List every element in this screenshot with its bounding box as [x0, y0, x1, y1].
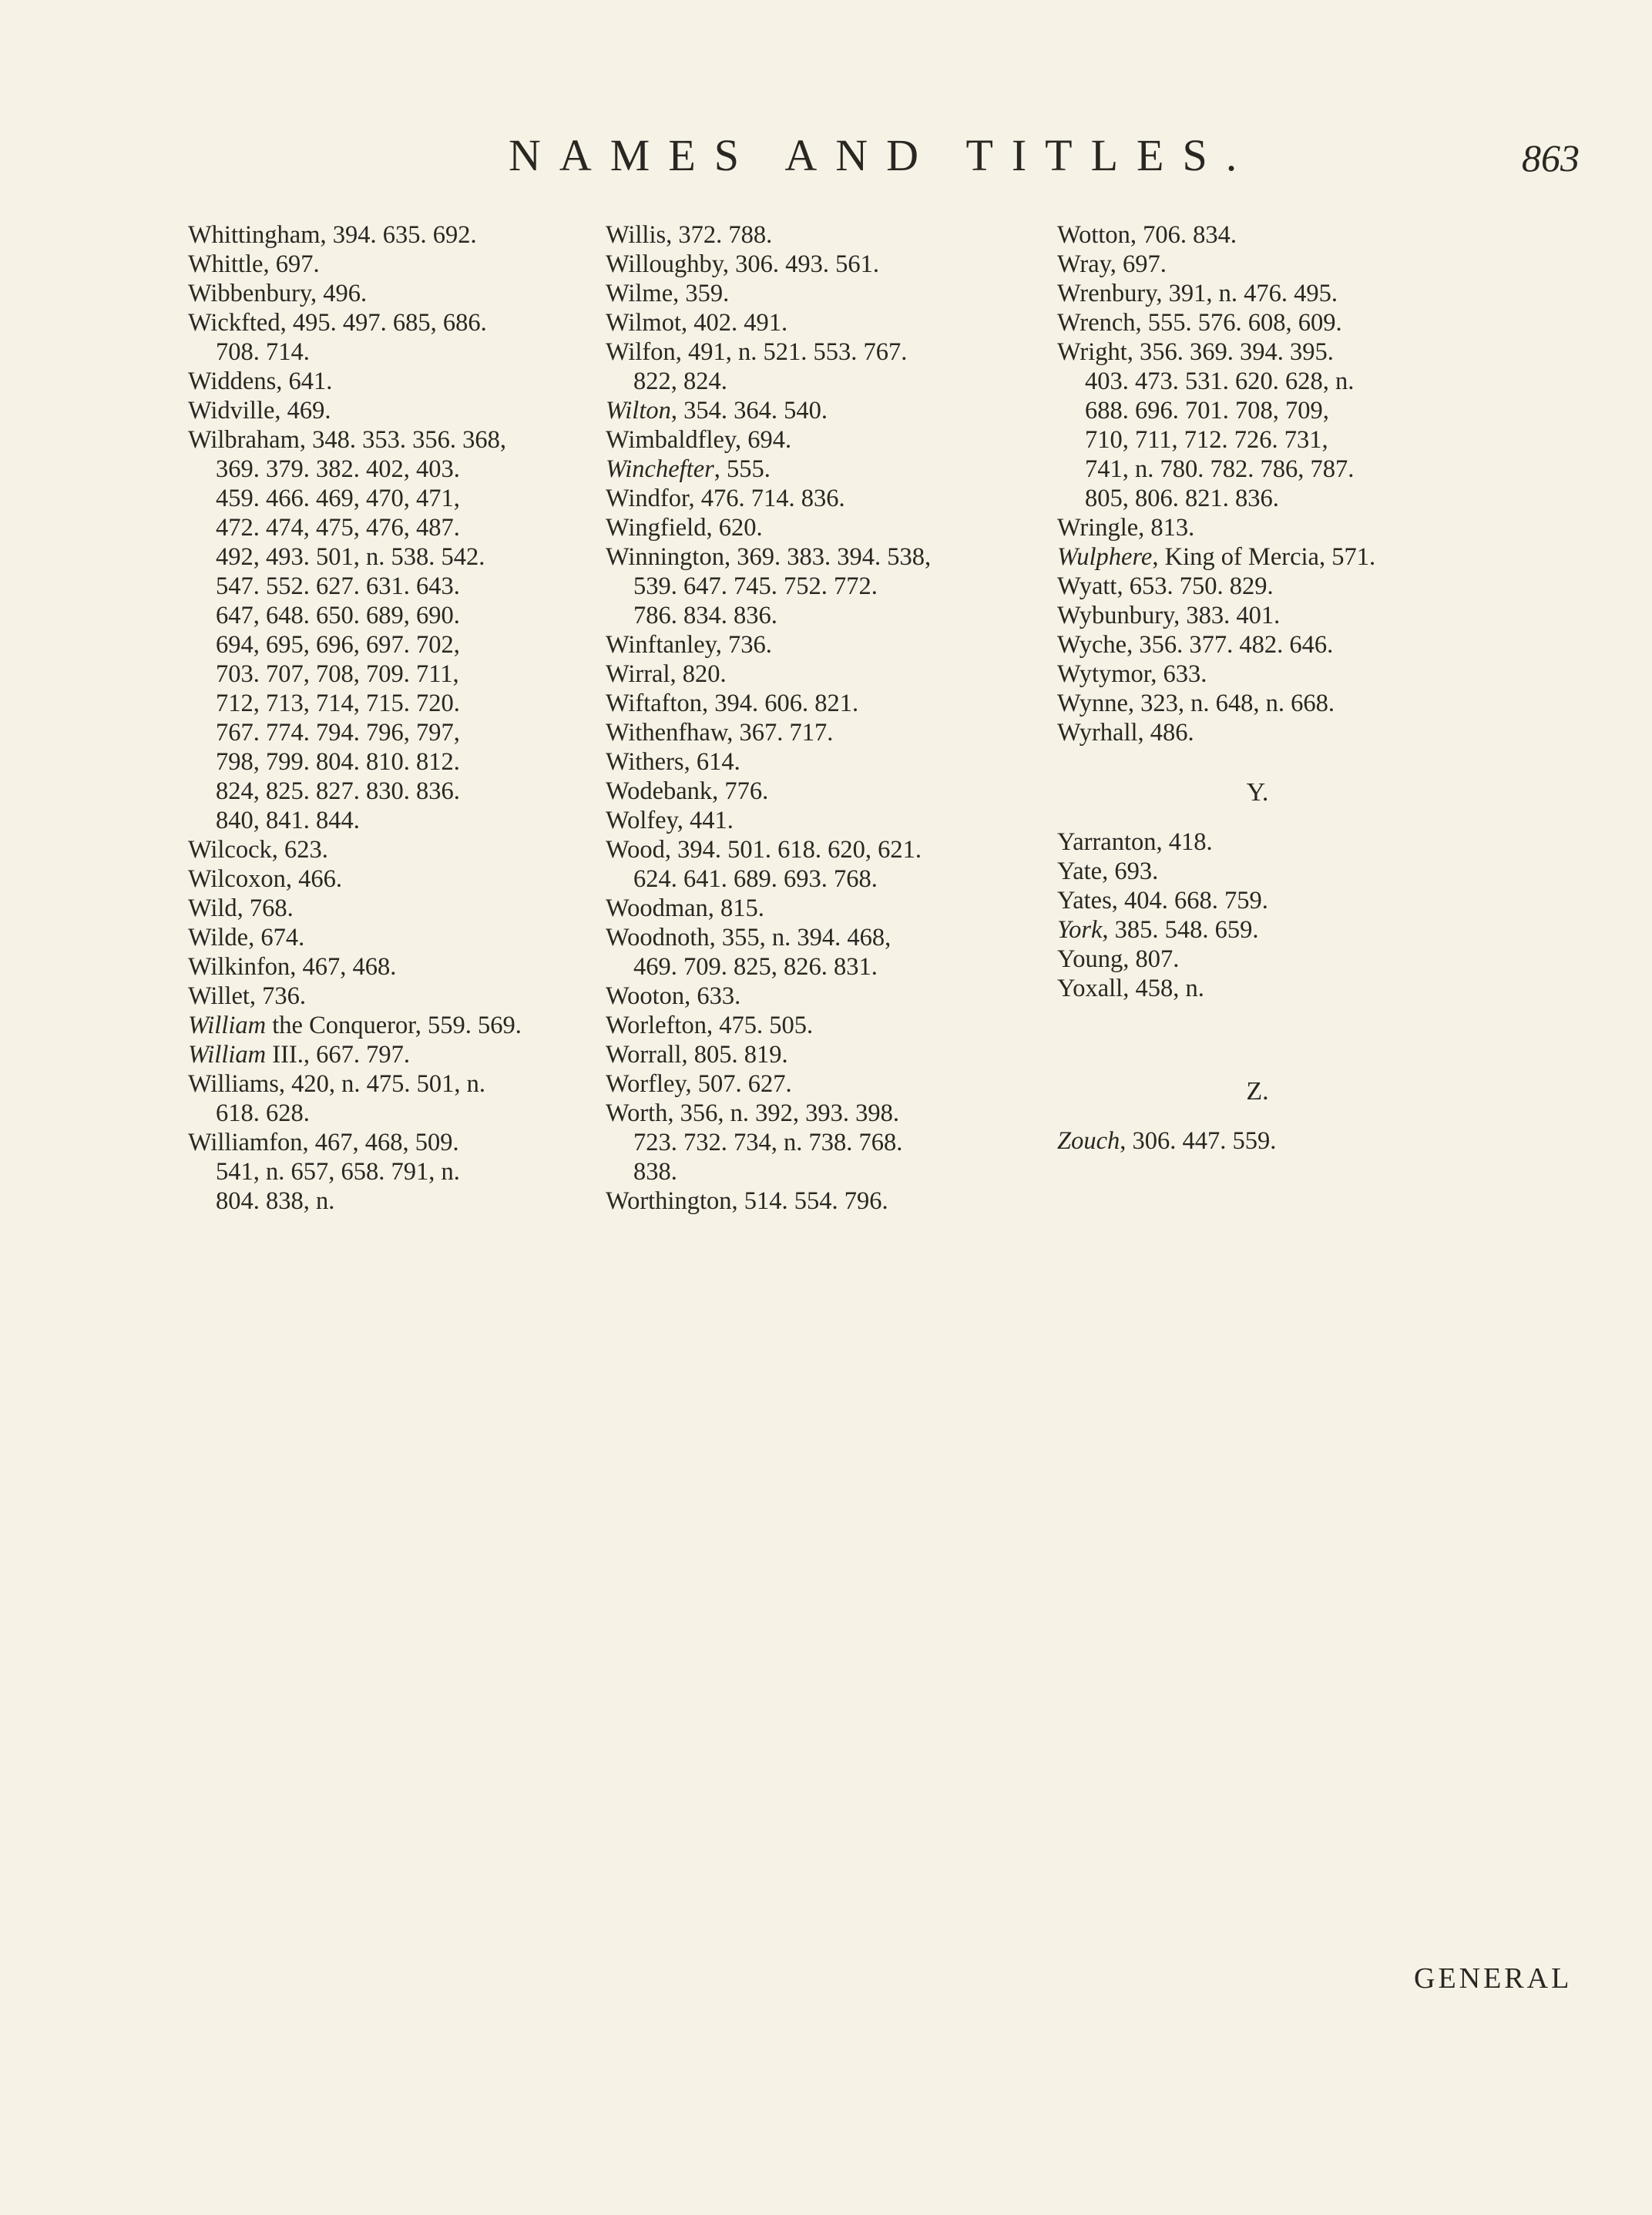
index-entry — [188, 367, 620, 396]
index-entry — [606, 1040, 1049, 1069]
index-entry-line: Yates, 404. 668. 759. — [1057, 887, 1268, 915]
index-entry — [1057, 279, 1489, 308]
index-entry-line: Wrenbury, 391, n. 476. 495. — [1057, 280, 1338, 307]
index-entry-line: Wild, 768. — [188, 894, 294, 922]
index-entry-line: Winchefter, 555. — [606, 455, 771, 483]
index-entry-line: 459. 466. 469, 470, 471, — [216, 485, 460, 512]
index-entry — [1057, 630, 1489, 659]
index-entry — [606, 982, 1049, 1011]
index-entry — [606, 220, 1049, 250]
index-entry-line: Woodnoth, 355, n. 394. 468, — [606, 924, 891, 951]
index-entry-line: 712, 713, 714, 715. 720. — [216, 690, 460, 717]
index-entry-line: Wingfield, 620. — [606, 514, 763, 542]
index-entry-line: 469. 709. 825, 826. 831. — [633, 953, 878, 981]
index-entry — [606, 308, 1049, 337]
index-entry-line: Worrall, 805. 819. — [606, 1041, 788, 1069]
index-entry-line: Wickfted, 495. 497. 685, 686. — [188, 309, 487, 337]
index-entry — [1057, 250, 1489, 279]
index-entry-line: Yoxall, 458, n. — [1057, 975, 1204, 1002]
index-entry — [188, 1128, 620, 1216]
index-entry-line: 688. 696. 701. 708, 709, — [1085, 397, 1329, 425]
index-entry — [188, 308, 620, 367]
index-entry — [1057, 1126, 1489, 1156]
index-entry — [606, 630, 1049, 659]
index-entry-line: Worth, 356, n. 392, 393. 398. — [606, 1099, 900, 1127]
index-entry — [606, 1099, 1049, 1186]
index-entry-line: Windfor, 476. 714. 836. — [606, 485, 845, 512]
index-entry-line: Wilbraham, 348. 353. 356. 368, — [188, 426, 507, 454]
index-column-1 — [188, 220, 620, 1216]
index-entry-line: 618. 628. — [216, 1099, 310, 1127]
index-entry-line: 694, 695, 696, 697. 702, — [216, 631, 460, 659]
index-entry-line: Wooton, 633. — [606, 982, 741, 1010]
index-entry-line: 824, 825. 827. 830. 836. — [216, 777, 460, 805]
index-entry — [188, 923, 620, 952]
page-header — [0, 129, 1652, 183]
index-entry-line: Young, 807. — [1057, 945, 1180, 973]
index-entry — [606, 513, 1049, 542]
index-entry-line: 708. 714. — [216, 338, 310, 366]
index-entry-line: William the Conqueror, 559. 569. — [188, 1012, 522, 1039]
index-entry-line: Yarranton, 418. — [1057, 828, 1213, 856]
index-entry-line: 741, n. 780. 782. 786, 787. — [1085, 455, 1355, 483]
index-entry — [1057, 689, 1489, 718]
index-entry-line: Widville, 469. — [188, 397, 331, 425]
index-entry-line: 786. 834. 836. — [633, 602, 777, 629]
index-column-2 — [606, 220, 1049, 1216]
index-entry — [606, 659, 1049, 689]
index-entry — [1057, 915, 1489, 945]
index-entry-line: Winftanley, 736. — [606, 631, 772, 659]
index-entry — [606, 337, 1049, 396]
index-entry — [188, 1040, 620, 1069]
index-entry-line: Wilde, 674. — [188, 924, 305, 951]
running-head-title: NAMES AND TITLES. — [509, 130, 1256, 180]
index-entry-line: Withers, 614. — [606, 748, 740, 776]
index-entry — [188, 1069, 620, 1128]
index-entry-line: 710, 711, 712. 726. 731, — [1085, 426, 1328, 454]
index-entry — [1057, 337, 1489, 513]
index-entry-line: Wulphere, King of Mercia, 571. — [1057, 543, 1376, 571]
index-entry — [1057, 601, 1489, 630]
italic-heading: Winchefter — [606, 455, 714, 483]
index-entry-line: Worthington, 514. 554. 796. — [606, 1187, 888, 1215]
index-entry-line: Woodman, 815. — [606, 894, 764, 922]
index-entry-line: Wilfon, 491, n. 521. 553. 767. — [606, 338, 908, 366]
index-entry-line: 492, 493. 501, n. 538. 542. — [216, 543, 485, 571]
index-entry-line: Wray, 697. — [1057, 250, 1167, 278]
index-entry — [1057, 220, 1489, 250]
index-entry — [606, 484, 1049, 513]
index-entry-line: Worlefton, 475. 505. — [606, 1012, 814, 1039]
index-entry-line: Wolfey, 441. — [606, 807, 734, 834]
index-entry — [1057, 542, 1489, 572]
index-entry — [606, 747, 1049, 777]
index-entry-line: 369. 379. 382. 402, 403. — [216, 455, 460, 483]
page-number: 863 — [1522, 136, 1580, 180]
index-entry-line: 624. 641. 689. 693. 768. — [633, 865, 878, 893]
index-entry-line: Wyche, 356. 377. 482. 646. — [1057, 631, 1334, 659]
index-entry-line: Wytymor, 633. — [1057, 660, 1207, 688]
index-entry — [606, 1011, 1049, 1040]
index-entry — [188, 952, 620, 982]
index-entry — [188, 1011, 620, 1040]
index-entry — [1057, 572, 1489, 601]
index-entry-line: Willet, 736. — [188, 982, 307, 1010]
index-entry-line: Williams, 420, n. 475. 501, n. — [188, 1070, 485, 1098]
index-entry-line: Wybunbury, 383. 401. — [1057, 602, 1281, 629]
index-entry-line: 539. 647. 745. 752. 772. — [633, 572, 878, 600]
index-entry — [188, 835, 620, 864]
index-entry-line: 547. 552. 627. 631. 643. — [216, 572, 460, 600]
index-entry-line: Wotton, 706. 834. — [1057, 221, 1237, 249]
index-entry — [606, 250, 1049, 279]
section-letter-y: Y. — [1246, 778, 1269, 807]
index-entry-line: Wrench, 555. 576. 608, 609. — [1057, 309, 1342, 337]
index-entry-line: Wilkinfon, 467, 468. — [188, 953, 397, 981]
index-entry-line: Wynne, 323, n. 648, n. 668. — [1057, 690, 1335, 717]
italic-heading: William — [188, 1012, 267, 1039]
index-entry-line: 403. 473. 531. 620. 628, n. — [1085, 367, 1355, 395]
italic-heading: William — [188, 1041, 267, 1069]
index-entry — [606, 542, 1049, 630]
index-entry — [606, 835, 1049, 894]
index-entry-line: 703. 707, 708, 709. 711, — [216, 660, 459, 688]
index-entry-line: Wilcoxon, 466. — [188, 865, 342, 893]
index-entry — [188, 220, 620, 250]
index-entry-line: Willoughby, 306. 493. 561. — [606, 250, 879, 278]
index-entry — [1057, 857, 1489, 886]
index-entry-line: Wyrhall, 486. — [1057, 719, 1194, 747]
index-entry — [606, 718, 1049, 747]
index-entry-line: Winnington, 369. 383. 394. 538, — [606, 543, 932, 571]
index-entry — [188, 864, 620, 894]
index-entry-line: Wilme, 359. — [606, 280, 730, 307]
index-entry-line: York, 385. 548. 659. — [1057, 916, 1259, 944]
index-entry — [1057, 513, 1489, 542]
italic-heading: Wulphere — [1057, 543, 1153, 571]
index-entry-line: Wright, 356. 369. 394. 395. — [1057, 338, 1334, 366]
index-entry — [606, 455, 1049, 484]
index-entry — [1057, 945, 1489, 974]
index-entry-line: Wibbenbury, 496. — [188, 280, 368, 307]
index-entry-line: Wirral, 820. — [606, 660, 727, 688]
index-entry — [606, 777, 1049, 806]
index-entry — [1057, 827, 1489, 857]
italic-heading: Wilton — [606, 397, 671, 425]
index-entry — [606, 923, 1049, 982]
index-entry — [188, 894, 620, 923]
index-entry-line: Widdens, 641. — [188, 367, 333, 395]
index-entry-line: 647, 648. 650. 689, 690. — [216, 602, 460, 629]
index-entry — [606, 894, 1049, 923]
index-entry — [1057, 718, 1489, 747]
index-entry-line: Wyatt, 653. 750. 829. — [1057, 572, 1274, 600]
index-entry-line: Whittle, 697. — [188, 250, 320, 278]
index-entry-line: 840, 841. 844. — [216, 807, 360, 834]
index-entry — [606, 1069, 1049, 1099]
index-entry-line: Wodebank, 776. — [606, 777, 769, 805]
index-entry-line: William III., 667. 797. — [188, 1041, 410, 1069]
index-entry — [188, 396, 620, 425]
catchword: GENERAL — [1414, 1962, 1573, 1995]
index-entry-line: Wiftafton, 394. 606. 821. — [606, 690, 859, 717]
index-entry-line: Wood, 394. 501. 618. 620, 621. — [606, 836, 922, 864]
section-letter-z: Z. — [1246, 1077, 1269, 1106]
index-entry-line: Whittingham, 394. 635. 692. — [188, 221, 477, 249]
index-entry-line: Wimbaldfley, 694. — [606, 426, 792, 454]
index-entry-line: 472. 474, 475, 476, 487. — [216, 514, 460, 542]
index-entry-line: Willis, 372. 788. — [606, 221, 773, 249]
index-entry — [188, 250, 620, 279]
index-entry — [188, 425, 620, 835]
italic-heading: Zouch — [1057, 1127, 1120, 1155]
index-entry — [1057, 974, 1489, 1003]
index-entry-line: Wilton, 354. 364. 540. — [606, 397, 828, 425]
index-entry-line: Zouch, 306. 447. 559. — [1057, 1127, 1277, 1155]
index-entry-line: 822, 824. — [633, 367, 727, 395]
index-column-3 — [1057, 220, 1489, 1156]
index-entry-line: Yate, 693. — [1057, 857, 1159, 885]
index-entry — [1057, 659, 1489, 689]
index-entry — [606, 689, 1049, 718]
index-entry-line: Williamfon, 467, 468, 509. — [188, 1129, 459, 1156]
index-entry-line: Wilcock, 623. — [188, 836, 328, 864]
index-entry — [606, 279, 1049, 308]
index-entry-line: Wringle, 813. — [1057, 514, 1195, 542]
index-entry-line: Withenfhaw, 367. 717. — [606, 719, 834, 747]
index-entry — [606, 425, 1049, 455]
index-entry — [606, 396, 1049, 425]
index-entry-line: 767. 774. 794. 796, 797, — [216, 719, 460, 747]
index-entry-line: Worfley, 507. 627. — [606, 1070, 792, 1098]
index-entry — [188, 982, 620, 1011]
index-entry-line: 723. 732. 734, n. 738. 768. — [633, 1129, 903, 1156]
index-entry-line: 541, n. 657, 658. 791, n. — [216, 1158, 460, 1186]
index-entry-line: 798, 799. 804. 810. 812. — [216, 748, 460, 776]
index-entry-line: 838. — [633, 1158, 677, 1186]
index-entry — [188, 279, 620, 308]
italic-heading: York — [1057, 916, 1103, 944]
index-entry — [606, 806, 1049, 835]
index-entry — [606, 1186, 1049, 1216]
index-entry — [1057, 308, 1489, 337]
index-entry-line: 805, 806. 821. 836. — [1085, 485, 1279, 512]
index-entry-line: Wilmot, 402. 491. — [606, 309, 788, 337]
index-entry-line: 804. 838, n. — [216, 1187, 335, 1215]
index-entry — [1057, 886, 1489, 915]
